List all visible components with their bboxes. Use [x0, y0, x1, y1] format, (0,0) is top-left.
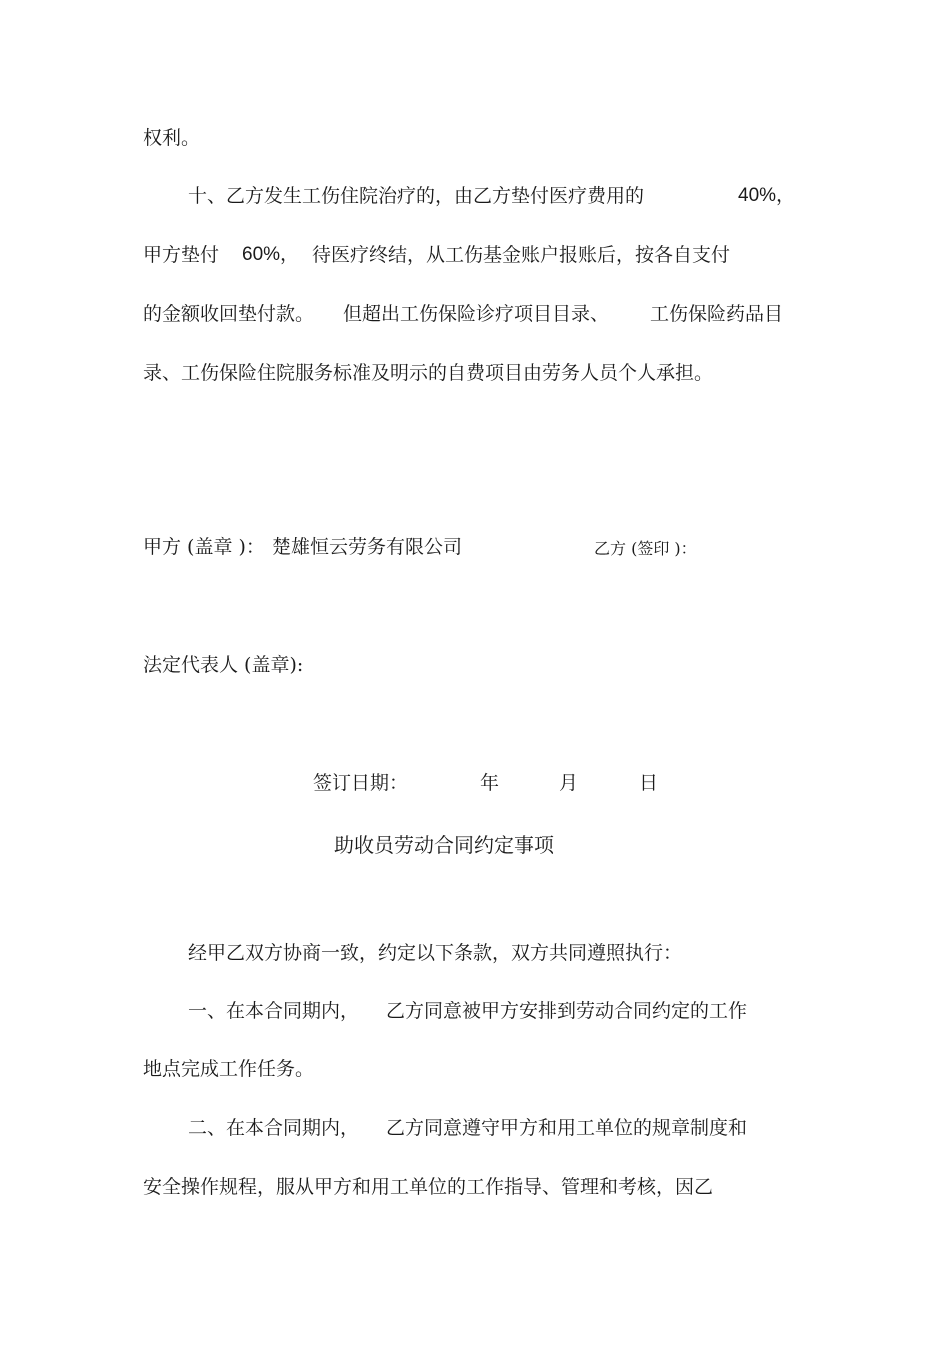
clause-ten-line-2c: 待医疗终结，从工伤基金账户报账后，按各自支付	[312, 244, 731, 266]
party-a-name: 楚雄恒云劳务有限公司	[272, 536, 463, 558]
clause-ten-percent-60: 60%，	[242, 244, 300, 265]
agreement-title: 助收员劳动合同约定事项	[334, 833, 554, 857]
previous-clause-tail: 权利。	[143, 127, 201, 149]
signing-date-label: 签订日期：	[313, 772, 409, 794]
clause-two-line-2: 安全操作规程，服从甲方和用工单位的工作指导、管理和考核，因乙	[143, 1176, 714, 1198]
clause-one-line-1a: 一、在本合同期内，	[188, 1000, 360, 1022]
clause-ten-line-1: 十、乙方发生工伤住院治疗的，由乙方垫付医疗费用的	[188, 185, 645, 207]
clause-ten-line-3a: 的金额收回垫付款。	[143, 303, 315, 325]
date-year: 年	[480, 772, 500, 794]
clause-ten-line-3c: 工伤保险药品目	[650, 303, 784, 325]
clause-one-line-2: 地点完成工作任务。	[143, 1058, 315, 1080]
date-month: 月	[559, 772, 579, 794]
date-day: 日	[639, 772, 659, 794]
party-b-label: 乙方 (签印 )：	[594, 539, 697, 558]
clause-two-line-1a: 二、在本合同期内，	[188, 1117, 360, 1139]
clause-one-line-1b: 乙方同意被甲方安排到劳动合同约定的工作	[386, 1000, 748, 1022]
clause-ten-percent-40: 40%，	[738, 185, 796, 206]
clause-ten-line-3b: 但超出工伤保险诊疗项目目录、	[343, 303, 610, 325]
clause-two-line-1b: 乙方同意遵守甲方和用工单位的规章制度和	[386, 1117, 748, 1139]
agreement-intro: 经甲乙双方协商一致，约定以下条款，双方共同遵照执行：	[188, 942, 683, 964]
clause-ten-line-2a: 甲方垫付	[143, 244, 220, 266]
clause-ten-line-4: 录、工伤保险住院服务标准及明示的自费项目由劳务人员个人承担。	[143, 362, 714, 384]
legal-representative-label: 法定代表人 (盖章):	[143, 654, 304, 676]
party-a-label: 甲方 (盖章 )：	[143, 536, 265, 558]
